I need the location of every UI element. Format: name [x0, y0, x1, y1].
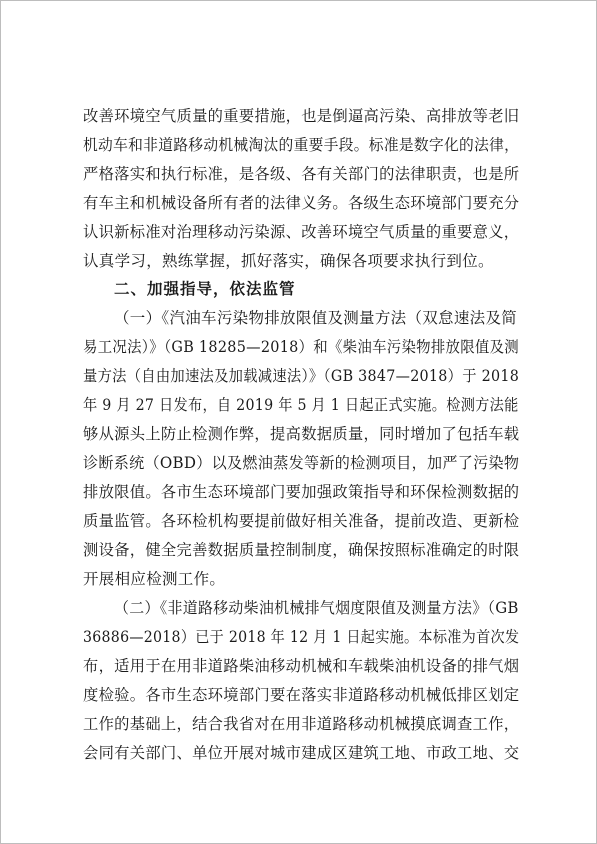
text-line: 机动车和非道路移动机械淘汰的重要手段。标准是数字化的法律， — [83, 136, 520, 154]
text-line: 36886—2018）已于 2018 年 12 月 1 日起实施。本标准为首次发 — [83, 628, 520, 646]
text-line: 开展相应检测工作。 — [83, 570, 226, 588]
text-line: 会同有关部门、单位开展对城市建成区建筑工地、市政工地、交 — [83, 744, 520, 762]
text-line: （一）《汽油车污染物排放限值及测量方法（双怠速法及简 — [114, 309, 518, 327]
text-line: 易工况法）》（GB 18285—2018）和《柴油车污染物排放限值及测 — [83, 338, 519, 356]
text-line: 严格落实和执行标准，是各级、各有关部门的法律职责，也是所 — [83, 165, 520, 183]
text-line: 年 9 月 27 日发布，自 2019 年 5 月 1 日起正式实施。检测方法能 — [83, 396, 519, 414]
text-line: 认真学习，熟练掌握，抓好落实，确保各项要求执行到位。 — [83, 252, 494, 270]
text-line: 质量监管。各环检机构要提前做好相关准备，提前改造、更新检 — [83, 512, 520, 530]
text-line: 度检验。各市生态环境部门要在落实非道路移动机械低排区划定 — [83, 686, 520, 704]
text-line: 布，适用于在用非道路柴油移动机械和车载柴油机设备的排气烟 — [83, 657, 520, 675]
text-line: 工作的基础上，结合我省对在用非道路移动机械摸底调查工作， — [83, 715, 520, 733]
text-line: 够从源头上防止检测作弊，提高数据质量，同时增加了包括车载 — [83, 425, 520, 443]
text-line: 诊断系统（OBD）以及燃油蒸发等新的检测项目，加严了污染物 — [83, 454, 520, 472]
text-line: 有车主和机械设备所有者的法律义务。各级生态环境部门要充分 — [83, 194, 520, 212]
text-line: 测设备，健全完善数据质量控制制度，确保按照标准确定的时限 — [83, 541, 520, 559]
text-line: 量方法（自由加速法及加载减速法）》（GB 3847—2018）于 2018 — [83, 367, 520, 385]
text-line: （二）《非道路移动柴油机械排气烟度限值及测量方法》（GB — [114, 599, 519, 617]
text-line: 认识新标准对治理移动污染源、改善环境空气质量的重要意义， — [83, 223, 520, 241]
text-line: 排放限值。各市生态环境部门要加强政策指导和环保检测数据的 — [83, 483, 520, 501]
section-heading: 二、加强指导，依法监管 — [114, 280, 296, 298]
text-line: 改善环境空气质量的重要措施，也是倒逼高污染、高排放等老旧 — [83, 107, 520, 125]
